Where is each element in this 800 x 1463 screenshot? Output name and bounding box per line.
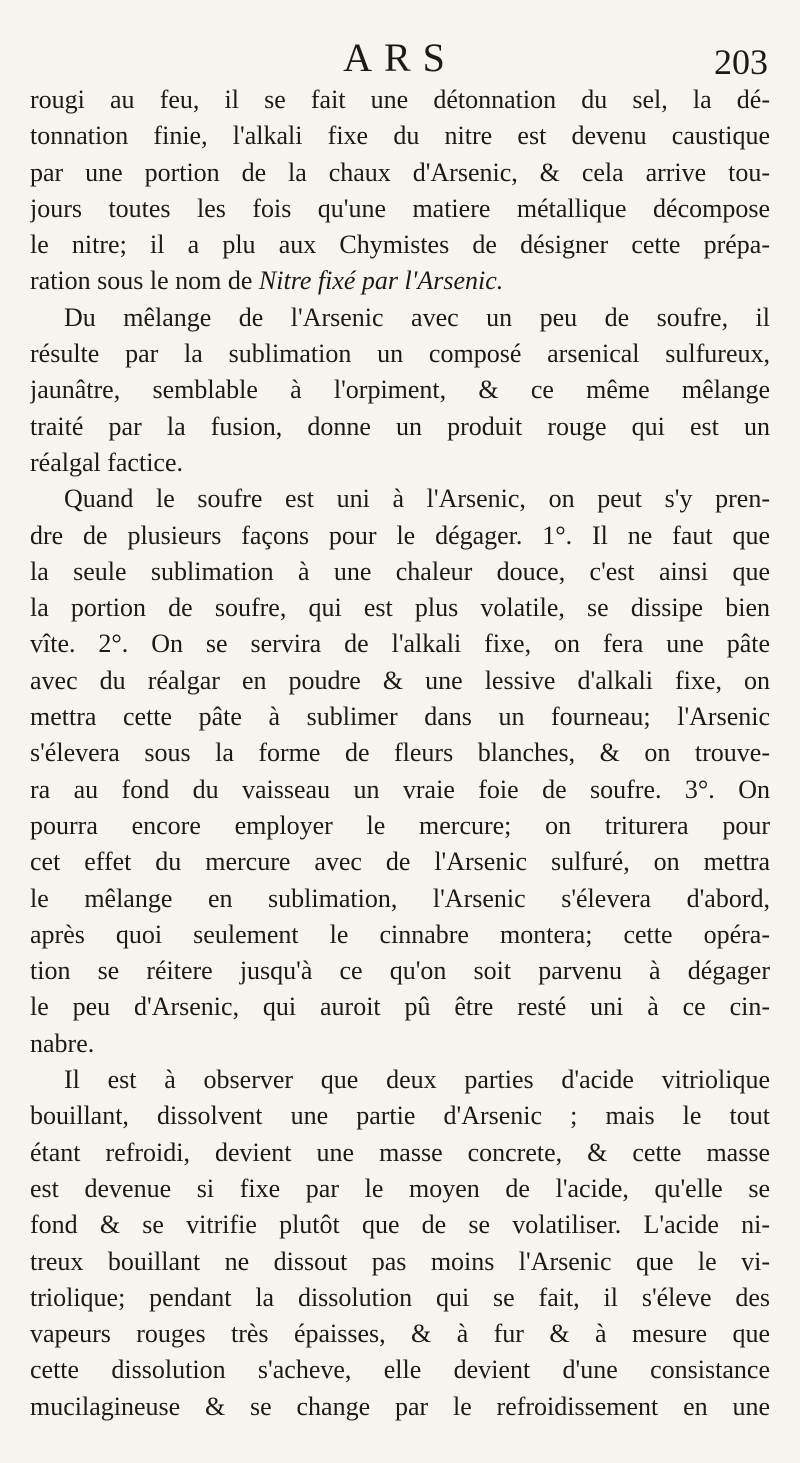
text-line: nabre. xyxy=(30,1028,95,1058)
text-line: le peu d'Arsenic, qui auroit pû être resté uni à ce cin- xyxy=(30,992,770,1022)
text-line: tonnation finie, l'alkali fixe du nitre est devenu caustique xyxy=(30,121,770,151)
text-line: la seule sublimation à une chaleur douce, c'est ainsi que xyxy=(30,556,770,586)
text-line: Il est à observer que deux parties d'acide vitriolique xyxy=(64,1065,770,1095)
text-line: après quoi seulement le cinnabre montera; cette opéra- xyxy=(30,919,770,949)
text-line: jaunâtre, semblable à l'orpiment, & ce même mêlange xyxy=(30,375,770,405)
text-line: triolique; pendant la dissolution qui se fait, il s'éleve des xyxy=(30,1282,770,1312)
text-line: Du mêlange de l'Arsenic avec un peu de soufre, il xyxy=(64,302,770,332)
text-line: jours toutes les fois qu'une matiere métallique décompose xyxy=(30,193,770,223)
text-line xyxy=(30,263,770,299)
text-line: fond & se vitrifie plutôt que de se volatiliser. L'acide ni- xyxy=(30,1210,770,1240)
text-line: réalgal factice. xyxy=(30,447,183,477)
text-line: résulte par la sublimation un composé arsenical sulfureux, xyxy=(30,339,770,369)
text-line: treux bouillant ne dissout pas moins l'Arsenic que le vi- xyxy=(30,1246,770,1276)
text-line: avec du réalgar en poudre & une lessive d'alkali fixe, on xyxy=(30,665,770,695)
text-line: bouillant, dissolvent une partie d'Arsenic ; mais le tout xyxy=(30,1101,770,1131)
running-head: ARS xyxy=(343,35,457,80)
paragraph xyxy=(30,1062,770,1425)
text-line: la portion de soufre, qui est plus volatile, se dissipe bien xyxy=(30,593,770,623)
text-line: ra au fond du vaisseau un vraie foie de soufre. 3°. On xyxy=(30,774,770,804)
text-line: mucilagineuse & se change par le refroidissement en une xyxy=(30,1391,770,1421)
text-line: pourra encore employer le mercure; on triturera pour xyxy=(30,810,770,840)
text-line: par une portion de la chaux d'Arsenic, & cela arrive tou- xyxy=(30,157,770,187)
text-run: ration sous le nom de xyxy=(30,266,259,296)
body-text xyxy=(30,82,770,1425)
paragraph xyxy=(30,481,770,1062)
text-line: étant refroidi, devient une masse concrete, & cette masse xyxy=(30,1137,770,1167)
page-header xyxy=(30,34,770,82)
text-line: cette dissolution s'acheve, elle devient d'une consistance xyxy=(30,1355,770,1385)
text-line: Quand le soufre est uni à l'Arsenic, on peut s'y pren- xyxy=(64,484,770,514)
paragraph xyxy=(30,82,770,300)
text-line: vapeurs rouges très épaisses, & à fur & à mesure que xyxy=(30,1319,770,1349)
text-line: dre de plusieurs façons pour le dégager. 1°. Il ne faut que xyxy=(30,520,770,550)
text-line: rougi au feu, il se fait une détonnation du sel, la dé- xyxy=(30,85,770,114)
text-line: est devenue si fixe par le moyen de l'acide, qu'elle se xyxy=(30,1173,770,1203)
text-line: le nitre; il a plu aux Chymistes de désigner cette prépa- xyxy=(30,230,770,260)
paragraph xyxy=(30,300,770,481)
text-line: cet effet du mercure avec de l'Arsenic sulfuré, on mettra xyxy=(30,847,770,877)
page-number: 203 xyxy=(714,42,768,82)
text-line: s'élevera sous la forme de fleurs blanches, & on trouve- xyxy=(30,738,770,768)
text-line: le mêlange en sublimation, l'Arsenic s'élevera d'abord, xyxy=(30,883,770,913)
text-line: vîte. 2°. On se servira de l'alkali fixe, on fera une pâte xyxy=(30,629,770,659)
italic-term: Nitre fixé par l'Arsenic. xyxy=(258,266,504,296)
text-line: tion se réitere jusqu'à ce qu'on soit parvenu à dégager xyxy=(30,956,770,986)
text-line: traité par la fusion, donne un produit rouge qui est un xyxy=(30,411,770,441)
text-line: mettra cette pâte à sublimer dans un fourneau; l'Arsenic xyxy=(30,702,770,732)
